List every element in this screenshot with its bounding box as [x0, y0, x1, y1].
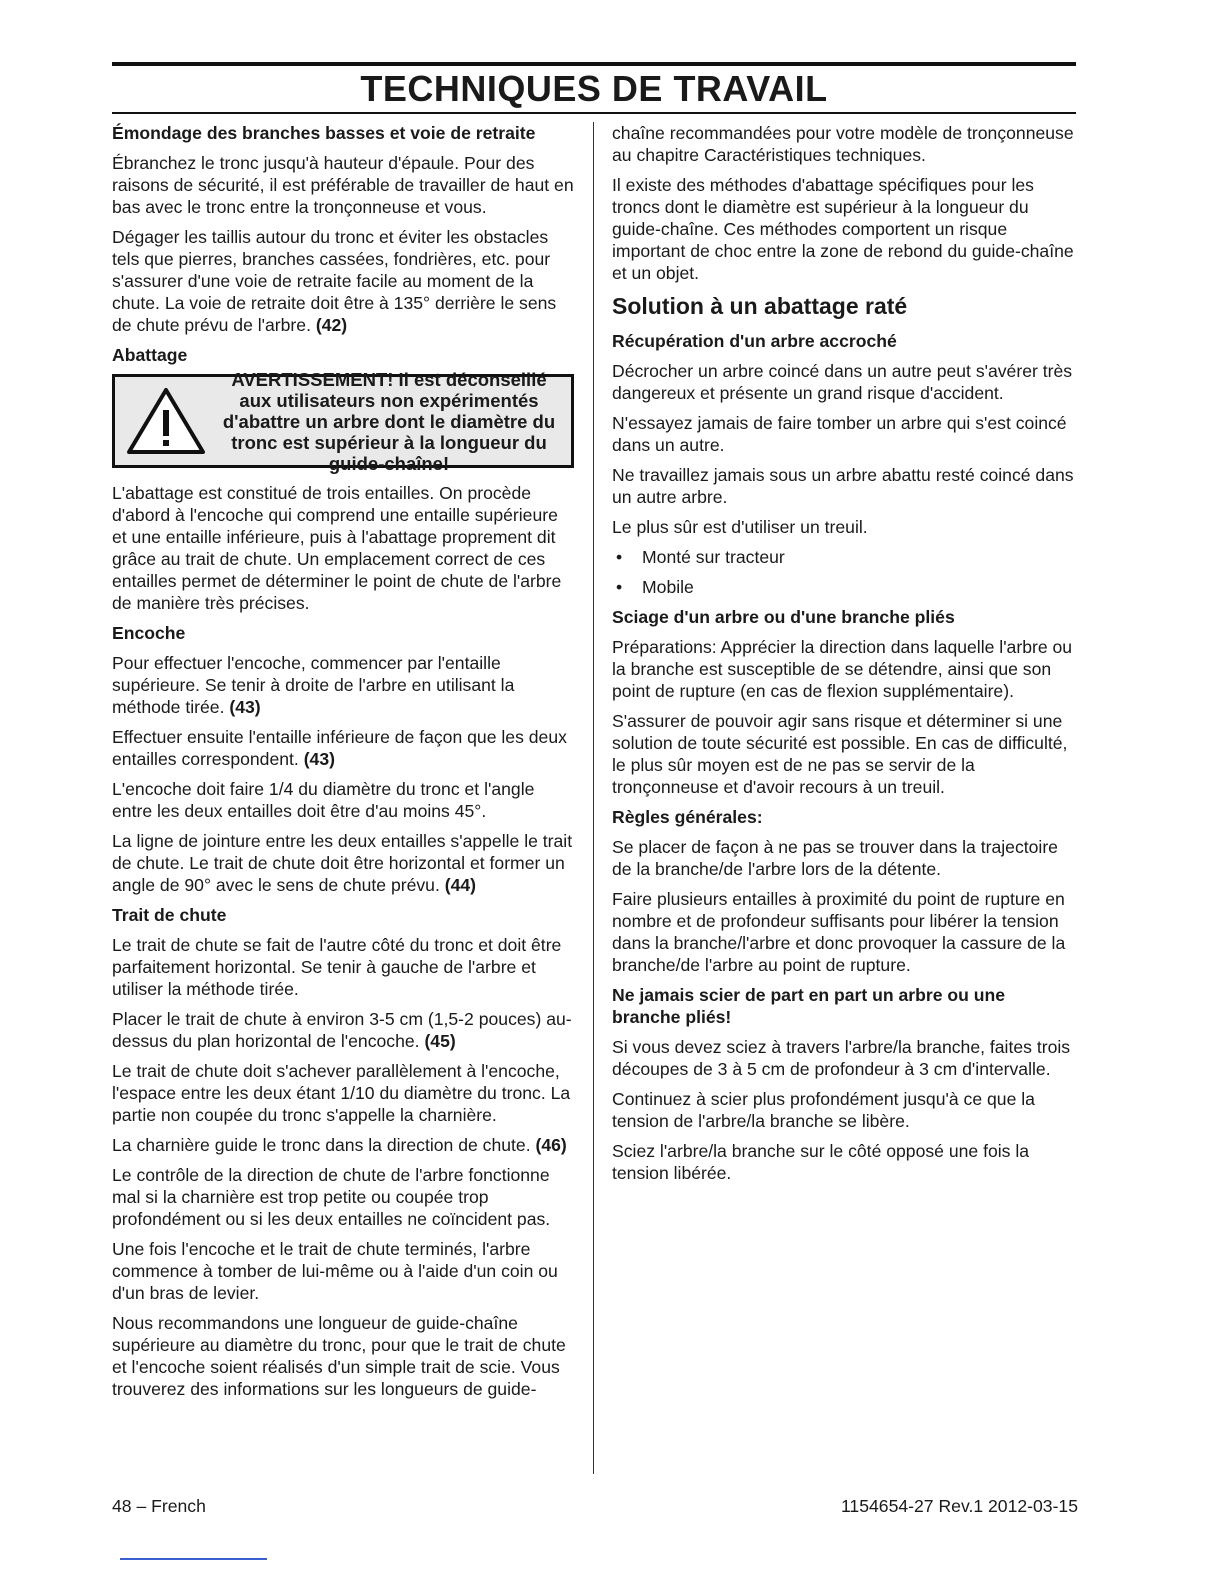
paragraph: Une fois l'encoche et le trait de chute terminés, l'arbre commence à tomber de lui-même ou à l'aide d'un coin ou d'un bras de levier.	[112, 1239, 558, 1303]
paragraph: Faire plusieurs entailles à proximité du point de rupture en nombre et de profondeur suffisants pour libérer la tension dans la branche/l'arbre et donc provoquer la cassure de la branche/de l'arbre au point de rupture.	[612, 889, 1066, 975]
heading-encoche: Encoche	[112, 623, 186, 643]
warning-text: AVERTISSEMENT! Il est déconseillé aux utilisateurs non expérimentés d'abattre un arbre dont le diamètre du tronc est supérieur à la longueur du guide-chaîne!	[222, 368, 556, 474]
paragraph: N'essayez jamais de faire tomber un arbre qui s'est coincé dans un autre.	[612, 413, 1067, 455]
paragraph: chaîne recommandées pour votre modèle de tronçonneuse au chapitre Caractéristiques techniques.	[612, 123, 1074, 165]
heading-ne-jamais: Ne jamais scier de part en part un arbre ou une branche pliés!	[612, 985, 1006, 1027]
heading-recuperation: Récupération d'un arbre accroché	[612, 331, 897, 351]
figure-ref: (43)	[229, 697, 261, 717]
paragraph: Nous recommandons une longueur de guide-chaîne supérieure au diamètre du tronc, pour que le trait de chute et l'encoche soient réalisés d'un simple trait de scie. Vous trouverez des informations sur les longueurs de guide-	[112, 1313, 566, 1399]
right-column	[612, 122, 1076, 1192]
paragraph: Continuez à scier plus profondément jusqu'à ce que la tension de l'arbre/la branche se libère.	[612, 1089, 1035, 1131]
page-number: 48 – French	[112, 1496, 206, 1516]
figure-ref: (44)	[444, 875, 477, 895]
warning-box	[112, 368, 574, 474]
warning-triangle-icon	[125, 386, 207, 456]
left-column	[112, 122, 574, 1408]
paragraph: Le trait de chute se fait de l'autre côté du tronc et doit être parfaitement horizontal. Se tenir à gauche de l'arbre et utiliser la méthode tirée.	[112, 935, 562, 999]
paragraph: Le contrôle de la direction de chute de l'arbre fonctionne mal si la charnière est trop petite ou coupée trop profondément ou si les deux entailles ne coïncident pas.	[112, 1165, 551, 1229]
paragraph: Si vous devez sciez à travers l'arbre/la branche, faites trois découpes de 3 à 5 cm de profondeur à 3 cm d'intervalle.	[612, 1037, 1071, 1079]
list-item: • Mobile	[612, 576, 1076, 598]
paragraph: S'assurer de pouvoir agir sans risque et déterminer si une solution de toute sécurité est possible. En cas de difficulté, le plus sûr moyen est de ne pas se servir de la tronçonneuse et d'avoir recours à un treuil.	[612, 711, 1068, 797]
paragraph: L'abattage est constitué de trois entailles. On procède d'abord à l'encoche qui comprend une entaille supérieure et une entaille inférieure, puis à l'abattage proprement dit grâce au trait de chute. Un emplacement correct de ces entailles permet de déterminer le point de chute de l'arbre de manière très précises.	[112, 483, 562, 613]
paragraph: Décrocher un arbre coincé dans un autre peut s'avérer très dangereux et présente un grand risque d'accident.	[612, 361, 1073, 403]
heading-sciage: Sciage d'un arbre ou d'une branche pliés	[612, 607, 955, 627]
figure-ref: (42)	[315, 315, 348, 335]
paragraph: Placer le trait de chute à environ 3-5 cm (1,5-2 pouces) au-dessus du plan horizontal de l'encoche. (45)	[112, 1009, 572, 1051]
paragraph: Se placer de façon à ne pas se trouver dans la trajectoire de la branche/de l'arbre lors de la détente.	[612, 837, 1058, 879]
list-item: • Monté sur tracteur	[612, 546, 1076, 568]
heading-regles: Règles générales:	[612, 807, 763, 827]
bullet-list	[612, 546, 1076, 598]
figure-ref: (46)	[535, 1135, 567, 1155]
paragraph: L'encoche doit faire 1/4 du diamètre du tronc et l'angle entre les deux entailles doit être d'au moins 45°.	[112, 779, 535, 821]
section-title-solution: Solution à un abattage raté	[612, 293, 908, 319]
column-divider	[593, 122, 594, 1474]
heading-abattage: Abattage	[112, 345, 188, 365]
header-rule-bottom	[112, 112, 1076, 114]
page-title: TECHNIQUES DE TRAVAIL	[360, 68, 828, 109]
document-revision: 1154654-27 Rev.1 2012-03-15	[840, 1496, 1078, 1516]
paragraph: Effectuer ensuite l'entaille inférieure de façon que les deux entailles correspondent. (43)	[112, 727, 567, 769]
heading-emondage: Émondage des branches basses et voie de retraite	[112, 123, 536, 143]
header-rule-top	[112, 62, 1076, 66]
paragraph: Pour effectuer l'encoche, commencer par l'entaille supérieure. Se tenir à droite de l'arbre en utilisant la méthode tirée. (43)	[112, 653, 515, 717]
footer-underline	[120, 1558, 267, 1560]
heading-trait-de-chute: Trait de chute	[112, 905, 227, 925]
figure-ref: (43)	[303, 749, 335, 769]
paragraph: Sciez l'arbre/la branche sur le côté opposé une fois la tension libérée.	[612, 1141, 1030, 1183]
paragraph: Le plus sûr est d'utiliser un treuil.	[612, 517, 868, 537]
paragraph: La ligne de jointure entre les deux entailles s'appelle le trait de chute. Le trait de chute doit être horizontal et former un angle de 90° avec le sens de chute prévu. (44)	[112, 831, 573, 895]
paragraph: Le trait de chute doit s'achever parallèlement à l'encoche, l'espace entre les deux étant 1/10 du diamètre du tronc. La partie non coupée du tronc s'appelle la charnière.	[112, 1061, 571, 1125]
paragraph: La charnière guide le tronc dans la direction de chute. (46)	[112, 1135, 567, 1155]
paragraph: Dégager les taillis autour du tronc et éviter les obstacles tels que pierres, branches cassées, fondrières, etc. pour s'assurer d'une voie de retraite facile au moment de la chute. La voie de retraite doit être à 135° derrière le sens de chute prévu de l'arbre. (42)	[112, 227, 557, 335]
figure-ref: (45)	[424, 1031, 456, 1051]
paragraph: Préparations: Apprécier la direction dans laquelle l'arbre ou la branche est susceptible de se détendre, ainsi que son point de rupture (en cas de flexion supplémentaire).	[612, 637, 1073, 701]
paragraph: Ne travaillez jamais sous un arbre abattu resté coincé dans un autre arbre.	[612, 465, 1074, 507]
paragraph: Il existe des méthodes d'abattage spécifiques pour les troncs dont le diamètre est supérieur à la longueur du guide-chaîne. Ces méthodes comportent un risque important de choc entre la zone de rebond du guide-chaîne et un objet.	[612, 175, 1074, 283]
paragraph: Ébranchez le tronc jusqu'à hauteur d'épaule. Pour des raisons de sécurité, il est préférable de travailler de haut en bas avec le tronc entre la tronçonneuse et vous.	[112, 153, 574, 217]
